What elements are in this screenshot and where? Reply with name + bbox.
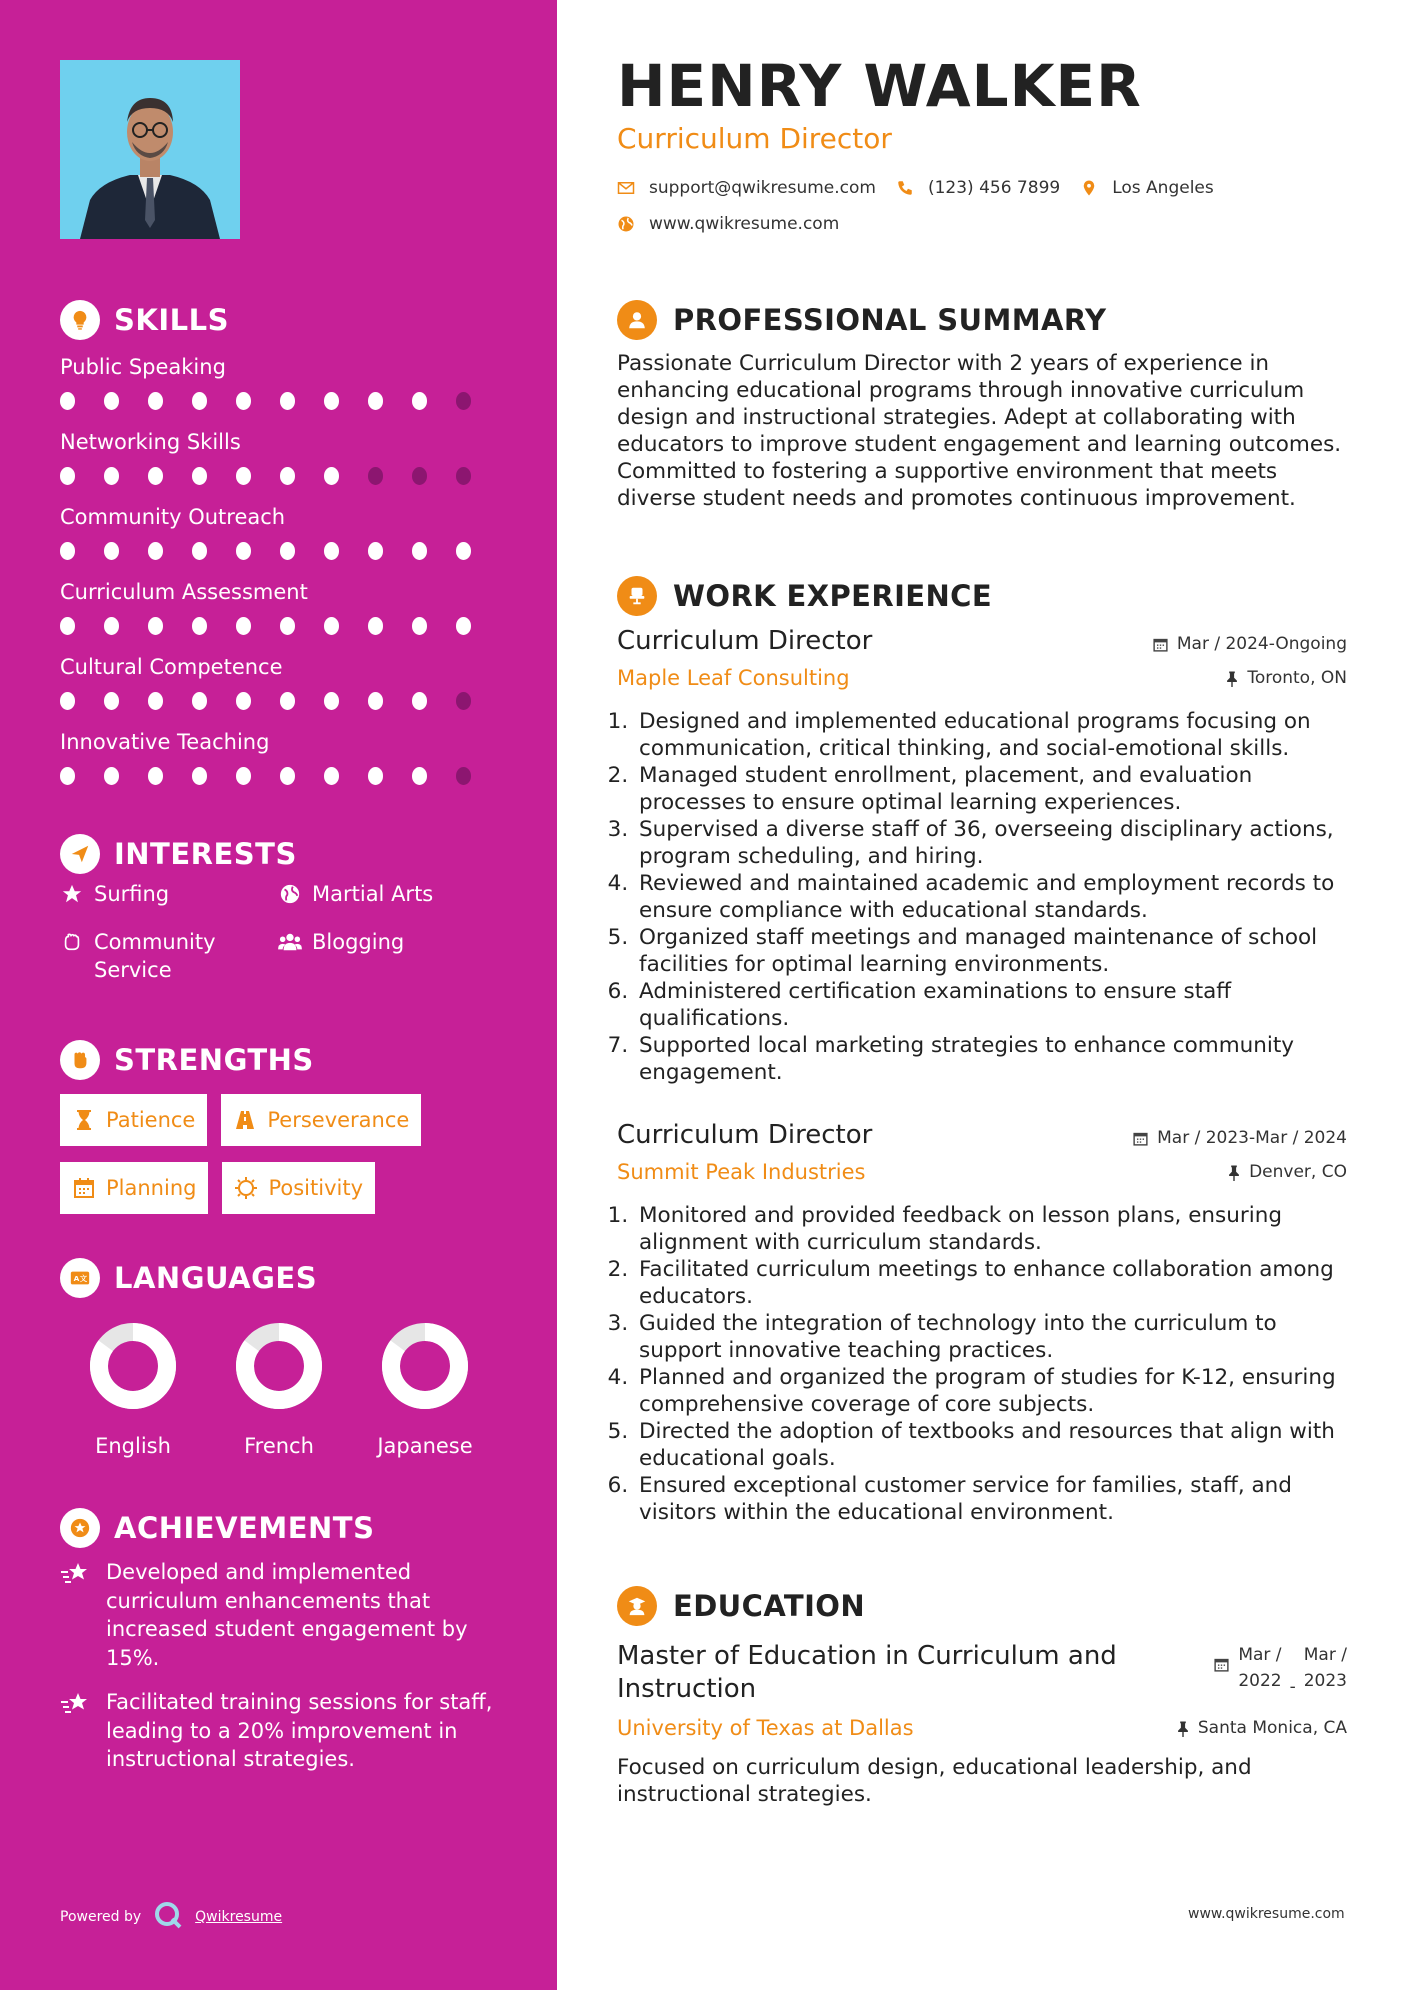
rating-dot [456, 767, 471, 785]
company-name: Summit Peak Industries [617, 1160, 866, 1184]
rating-dot [280, 617, 295, 635]
rating-dot [456, 542, 471, 560]
job-bullet: 7. Supported local marketing strategies to enhance community engagement. [635, 1032, 1347, 1086]
main-content [617, 0, 1347, 1990]
skill-item [60, 350, 500, 425]
rating-dot [192, 392, 207, 410]
contact-website[interactable]: www.qwikresume.com [617, 214, 839, 234]
rating-dot [412, 467, 427, 485]
briefcase-chair-icon [617, 576, 657, 616]
job-bullets [617, 708, 1347, 1086]
languages-heading: A文 LANGUAGES [60, 1258, 317, 1298]
job-bullet: 3. Guided the integration of technology into the curriculum to support innovative teaching practices. [635, 1310, 1347, 1364]
job-bullet: 5. Directed the adoption of textbooks and resources that align with educational goals. [635, 1418, 1347, 1472]
job-bullet: 2. Managed student enrollment, placement, and evaluation processes to ensure optimal learning experiences. [635, 762, 1347, 816]
rating-dot [324, 692, 339, 710]
language-gauge [379, 1320, 471, 1412]
job-bullet: 3. Supervised a diverse staff of 36, overseeing disciplinary actions, program scheduling, and hiring. [635, 816, 1347, 870]
skill-item [60, 425, 500, 500]
interest-item: Surfing [60, 880, 278, 908]
rating-dot [60, 617, 75, 635]
language-item [206, 1320, 352, 1458]
hourglass-icon [72, 1108, 96, 1132]
map-pin-icon [1080, 179, 1098, 197]
rating-dot [104, 542, 119, 560]
interest-item: Martial Arts [278, 880, 496, 908]
road-icon [233, 1108, 257, 1132]
skill-rating [60, 617, 500, 635]
job-bullet: 1. Designed and implemented educational programs focusing on communication, critical thinking, and social-emotional skills. [635, 708, 1347, 762]
rating-dot [324, 617, 339, 635]
education-description: Focused on curriculum design, educational leadership, and instructional strategies. [617, 1755, 1252, 1807]
svg-text:A文: A文 [73, 1274, 88, 1284]
rating-dot [412, 542, 427, 560]
rating-dot [192, 617, 207, 635]
rating-dot [192, 767, 207, 785]
skill-rating [60, 767, 500, 785]
candidate-role: Curriculum Director [617, 122, 892, 155]
paper-plane-icon [60, 834, 100, 874]
rating-dot [236, 392, 251, 410]
degree-title: Master of Education in Curriculum and Instruction [617, 1641, 1117, 1704]
job-bullet: 6. Ensured exceptional customer service for families, staff, and visitors within the educational environment. [635, 1472, 1347, 1526]
rating-dot [456, 692, 471, 710]
job-entry [617, 1120, 1347, 1526]
skill-name: Innovative Teaching [60, 730, 270, 754]
rating-dot [192, 467, 207, 485]
lightbulb-icon [60, 300, 100, 340]
star-icon [60, 880, 84, 908]
rating-dot [104, 617, 119, 635]
hand-icon [60, 928, 84, 956]
rating-dot [192, 542, 207, 560]
achievement-item: Facilitated training sessions for staff, leading to a 20% improvement in instructional strategies. [60, 1688, 505, 1774]
rating-dot [368, 767, 383, 785]
skill-rating [60, 467, 500, 485]
contact-email[interactable]: support@qwikresume.com [617, 178, 876, 198]
education-location: Santa Monica, CA [1176, 1716, 1347, 1740]
job-entry [617, 626, 1347, 1086]
rating-dot [148, 467, 163, 485]
language-item [60, 1320, 206, 1458]
education-heading: EDUCATION [617, 1586, 865, 1626]
strength-chip: Perseverance [221, 1094, 421, 1146]
rating-dot [236, 467, 251, 485]
contact-location: Los Angeles [1080, 178, 1214, 198]
rating-dot [324, 767, 339, 785]
rating-dot [60, 692, 75, 710]
job-bullet: 4. Reviewed and maintained academic and employment records to ensure compliance with educational standards. [635, 870, 1347, 924]
summary-text: Passionate Curriculum Director with 2 years of experience in enhancing educational programs through innovative curriculum design and instructional strategies. Adept at collaborating with educators to improve student engagement and learning outcomes. Committed to fostering a supportive environment that meets diverse student needs and promotes continuous improvement. [617, 351, 1342, 511]
skills-list [60, 350, 500, 800]
experience-heading: WORK EXPERIENCE [617, 576, 992, 616]
summary-heading: PROFESSIONAL SUMMARY [617, 300, 1106, 340]
qwikresume-link[interactable]: Qwikresume [195, 1909, 283, 1925]
interest-item: Blogging [278, 928, 496, 984]
job-dates: Mar / 2023-Mar / 2024 [1132, 1128, 1347, 1148]
rating-dot [368, 542, 383, 560]
education-dates: Mar / 2022 - Mar / 2023 [1213, 1640, 1347, 1706]
pushpin-icon [1176, 1720, 1190, 1737]
calendar-icon [72, 1176, 96, 1200]
strength-chip: Patience [60, 1094, 207, 1146]
rating-dot [456, 467, 471, 485]
rating-dot [368, 617, 383, 635]
skill-rating [60, 692, 500, 710]
skill-item [60, 500, 500, 575]
achievements-heading: ACHIEVEMENTS [60, 1508, 374, 1548]
powered-by: Powered by Qwikresume [60, 1900, 282, 1934]
skill-rating [60, 542, 500, 560]
rating-dot [236, 617, 251, 635]
school-name: University of Texas at Dallas [617, 1716, 914, 1740]
rating-dot [148, 767, 163, 785]
job-location: Toronto, ON [1225, 666, 1347, 690]
education-entry [617, 1640, 1347, 1808]
job-title: Curriculum Director [617, 1120, 873, 1150]
achievement-item: Developed and implemented curriculum enhancements that increased student engagement by 15%. [60, 1558, 505, 1672]
globe-icon [278, 880, 302, 908]
rating-dot [104, 767, 119, 785]
rating-dot [104, 392, 119, 410]
rating-dot [280, 767, 295, 785]
sun-icon [234, 1176, 258, 1200]
rating-dot [456, 617, 471, 635]
language-gauge [87, 1320, 179, 1412]
language-name: Japanese [377, 1434, 473, 1458]
language-name: English [95, 1434, 171, 1458]
rating-dot [412, 767, 427, 785]
skill-name: Cultural Competence [60, 655, 283, 679]
skill-item [60, 725, 500, 800]
rating-dot [60, 467, 75, 485]
rating-dot [412, 692, 427, 710]
job-bullet: 4. Planned and organized the program of studies for K-12, ensuring comprehensive coverage of core subjects. [635, 1364, 1347, 1418]
pushpin-icon [1227, 1164, 1241, 1181]
skill-name: Community Outreach [60, 505, 286, 529]
achievements-list [60, 1558, 505, 1790]
interests-heading: INTERESTS [60, 834, 297, 874]
job-bullet: 6. Administered certification examinations to ensure staff qualifications. [635, 978, 1347, 1032]
company-name: Maple Leaf Consulting [617, 666, 850, 690]
strength-chip: Planning [60, 1162, 208, 1214]
rating-dot [324, 467, 339, 485]
rating-dot [368, 692, 383, 710]
rating-dot [148, 392, 163, 410]
fist-icon [60, 1040, 100, 1080]
interest-item: Community Service [60, 928, 278, 984]
rating-dot [236, 767, 251, 785]
qwikresume-logo-icon [153, 1900, 183, 1934]
rating-dot [280, 392, 295, 410]
person-icon [617, 300, 657, 340]
candidate-name: HENRY WALKER [617, 52, 1142, 120]
language-gauge [233, 1320, 325, 1412]
pushpin-icon [1225, 670, 1239, 687]
calendar-icon [1213, 1656, 1230, 1673]
rating-dot [324, 542, 339, 560]
strengths-heading: STRENGTHS [60, 1040, 314, 1080]
skill-rating [60, 392, 500, 410]
rating-dot [236, 542, 251, 560]
rating-dot [60, 542, 75, 560]
skill-item [60, 650, 500, 725]
rating-dot [280, 692, 295, 710]
job-location: Denver, CO [1227, 1160, 1347, 1184]
rating-dot [412, 617, 427, 635]
shooting-star-icon [60, 1688, 94, 1774]
language-name: French [244, 1434, 314, 1458]
calendar-icon [1132, 1130, 1149, 1147]
rating-dot [148, 617, 163, 635]
rating-dot [368, 467, 383, 485]
job-bullet: 5. Organized staff meetings and managed maintenance of school facilities for optimal learning environments. [635, 924, 1347, 978]
skill-name: Networking Skills [60, 430, 241, 454]
languages-list [60, 1320, 500, 1458]
phone-icon [896, 179, 914, 197]
skill-item [60, 575, 500, 650]
rating-dot [104, 692, 119, 710]
contact-info [617, 178, 1347, 234]
rating-dot [148, 542, 163, 560]
strength-chip: Positivity [222, 1162, 375, 1214]
rating-dot [60, 392, 75, 410]
calendar-icon [1152, 636, 1169, 653]
footer-website[interactable]: www.qwikresume.com [1188, 1906, 1345, 1922]
job-title: Curriculum Director [617, 626, 873, 656]
job-dates: Mar / 2024-Ongoing [1152, 634, 1347, 654]
rating-dot [280, 542, 295, 560]
badge-star-icon [60, 1508, 100, 1548]
language-item [352, 1320, 498, 1458]
rating-dot [324, 392, 339, 410]
rating-dot [280, 467, 295, 485]
rating-dot [236, 692, 251, 710]
graduate-icon [617, 1586, 657, 1626]
language-icon [60, 1258, 100, 1298]
rating-dot [412, 392, 427, 410]
rating-dot [456, 392, 471, 410]
job-bullets [617, 1202, 1347, 1526]
globe-icon [617, 215, 635, 233]
profile-photo [60, 60, 240, 239]
rating-dot [104, 467, 119, 485]
rating-dot [192, 692, 207, 710]
shooting-star-icon [60, 1558, 94, 1672]
skill-name: Public Speaking [60, 355, 226, 379]
interests-list [60, 880, 500, 984]
users-icon [278, 928, 302, 956]
rating-dot [368, 392, 383, 410]
contact-phone[interactable]: (123) 456 7899 [896, 178, 1060, 198]
skill-name: Curriculum Assessment [60, 580, 308, 604]
sidebar [0, 0, 557, 1990]
job-bullet: 1. Monitored and provided feedback on lesson plans, ensuring alignment with curriculum standards. [635, 1202, 1347, 1256]
job-bullet: 2. Facilitated curriculum meetings to enhance collaboration among educators. [635, 1256, 1347, 1310]
strengths-list [60, 1094, 500, 1214]
rating-dot [60, 767, 75, 785]
envelope-icon [617, 179, 635, 197]
rating-dot [148, 692, 163, 710]
skills-heading: SKILLS [60, 300, 229, 340]
